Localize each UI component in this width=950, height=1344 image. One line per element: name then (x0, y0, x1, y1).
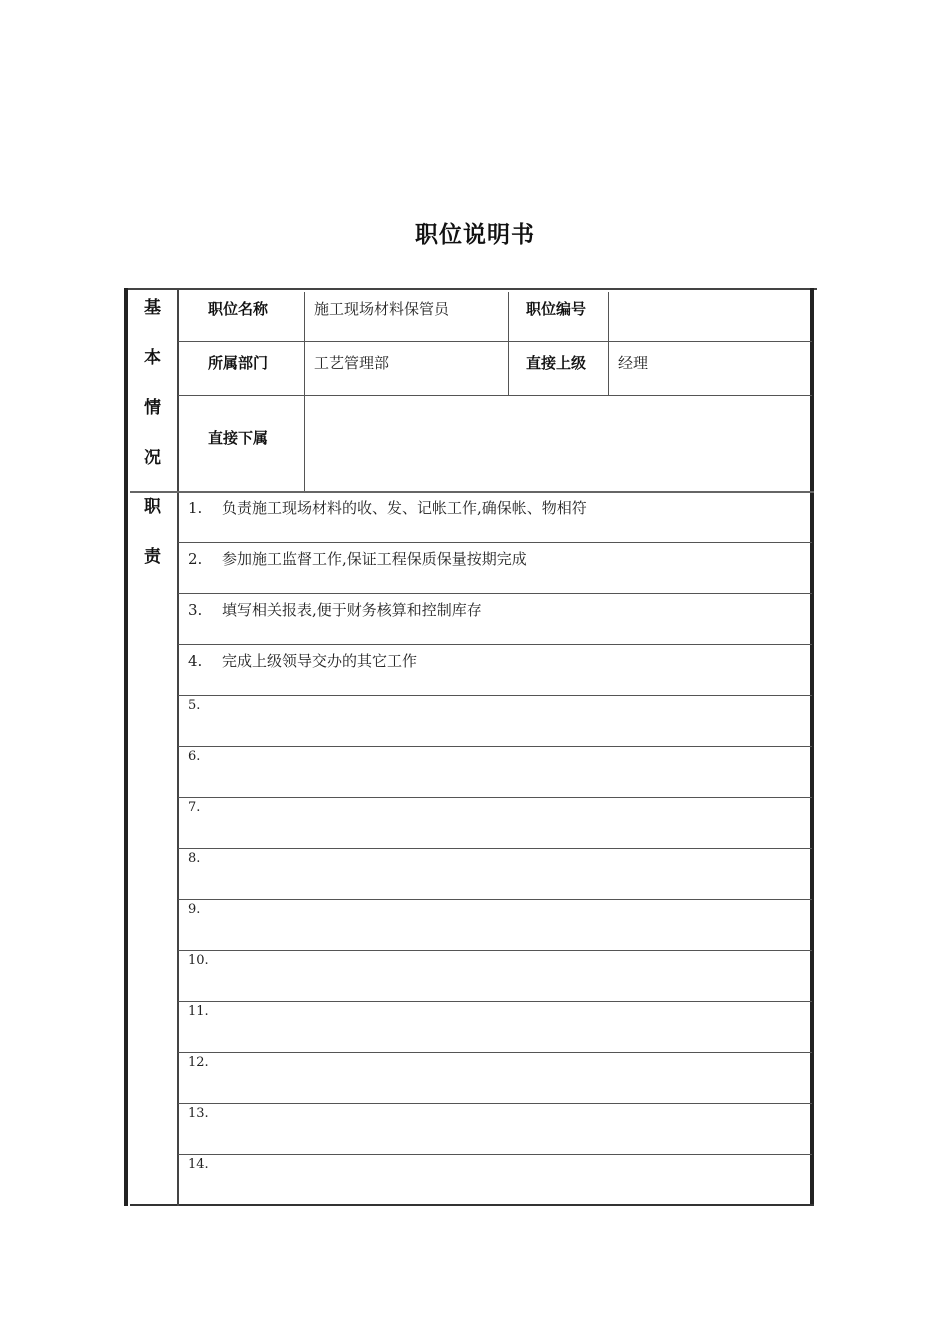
subordinate-label: 直接下属 (208, 429, 269, 447)
basic-section-label-char: 情 (144, 398, 161, 418)
duty-item (188, 902, 222, 917)
duty-row-divider (178, 1103, 812, 1104)
section-divider (130, 491, 814, 493)
duty-row-divider (178, 644, 812, 645)
duty-row-divider (178, 848, 812, 849)
position-name-value: 施工现场材料保管员 (314, 300, 450, 318)
duty-item (188, 548, 527, 569)
position-code-label: 职位编号 (526, 300, 587, 318)
duty-number: 10. (188, 953, 209, 968)
duty-item (188, 599, 482, 620)
duty-number: 3. (188, 601, 203, 619)
frame-bottom-border (130, 1204, 814, 1206)
duty-item (188, 650, 417, 671)
duty-item (188, 851, 222, 866)
duty-row-divider (178, 695, 812, 696)
duty-item (188, 1157, 222, 1172)
department-value: 工艺管理部 (314, 354, 390, 372)
basic-col-divider-3 (608, 292, 609, 396)
duty-number: 7. (188, 800, 201, 815)
duty-item (188, 953, 222, 968)
duty-row-divider (178, 1154, 812, 1155)
duty-number: 6. (188, 749, 201, 764)
duty-number: 8. (188, 851, 201, 866)
duties-section-label-char: 责 (144, 547, 161, 567)
frame-right-border (810, 288, 814, 1206)
duty-number: 5. (188, 698, 201, 713)
basic-section-label-char: 本 (144, 348, 161, 368)
duty-row-divider (178, 950, 812, 951)
duty-text: 完成上级领导交办的其它工作 (222, 652, 418, 670)
duty-number: 12. (188, 1055, 209, 1070)
duty-row-divider (178, 542, 812, 543)
duty-item (188, 698, 222, 713)
basic-section-label-char: 况 (144, 448, 161, 468)
duty-number: 14. (188, 1157, 209, 1172)
basic-col-divider-2 (508, 292, 509, 396)
duty-item (188, 1055, 222, 1070)
duty-number: 1. (188, 499, 203, 517)
document-title: 职位说明书 (415, 222, 535, 248)
duties-section-label-char: 职 (144, 497, 161, 517)
duty-item (188, 1004, 222, 1019)
duty-text: 负责施工现场材料的收、发、记帐工作,确保帐、物相符 (222, 499, 587, 517)
duty-row-divider (178, 1052, 812, 1053)
duty-row-divider (178, 797, 812, 798)
duty-number: 2. (188, 550, 203, 568)
duty-text: 填写相关报表,便于财务核算和控制库存 (222, 601, 482, 619)
duty-number: 11. (188, 1004, 209, 1019)
duty-item (188, 497, 587, 518)
basic-col-divider-1 (304, 292, 305, 491)
superior-value: 经理 (618, 354, 649, 372)
position-name-label: 职位名称 (208, 300, 269, 318)
label-column-divider (177, 288, 179, 1206)
basic-section-label-char: 基 (144, 298, 161, 318)
job-description-form (124, 288, 817, 1206)
superior-label: 直接上级 (526, 354, 587, 372)
department-label: 所属部门 (208, 354, 269, 372)
duty-number: 4. (188, 652, 203, 670)
duty-item (188, 800, 222, 815)
duty-row-divider (178, 899, 812, 900)
duty-number: 13. (188, 1106, 209, 1121)
duty-item (188, 749, 222, 764)
duty-text: 参加施工监督工作,保证工程保质保量按期完成 (222, 550, 527, 568)
duty-number: 9. (188, 902, 201, 917)
duty-row-divider (178, 746, 812, 747)
duty-row-divider (178, 593, 812, 594)
duty-row-divider (178, 1001, 812, 1002)
frame-top-border (124, 288, 817, 290)
basic-row-divider-2 (178, 395, 812, 396)
duty-item (188, 1106, 222, 1121)
basic-row-divider-1 (178, 341, 812, 342)
